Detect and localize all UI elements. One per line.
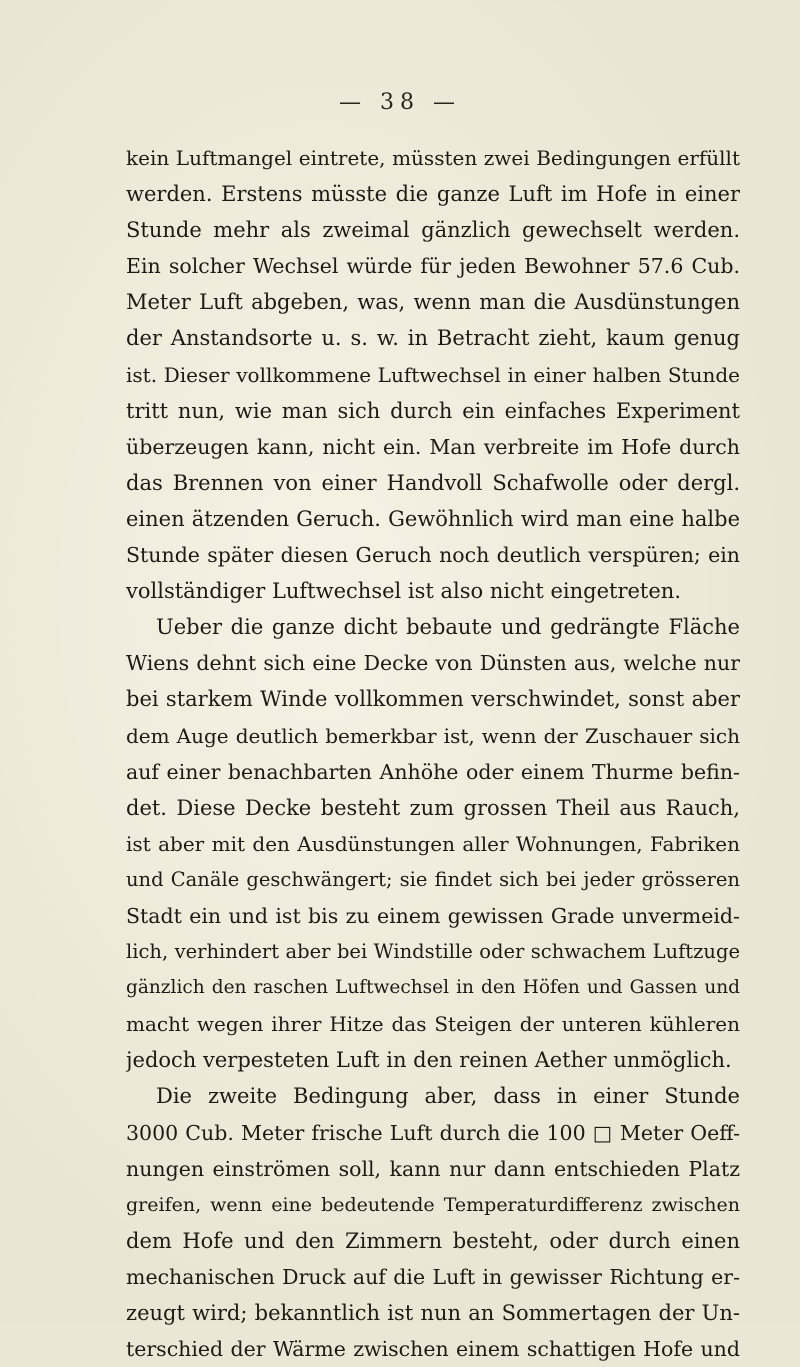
text-line: tritt nun, wie man sich durch ein einfaches Experiment xyxy=(126,398,740,423)
text-line: überzeugen kann, nicht ein. Man verbreite im Hofe durch xyxy=(126,434,740,459)
text-line: einen ätzenden Geruch. Gewöhnlich wird man eine halbe xyxy=(126,506,740,531)
body-text xyxy=(126,140,740,1367)
text-line: terschied der Wärme zwischen einem schattigen Hofe und xyxy=(126,1337,740,1362)
text-line: dem Hofe und den Zimmern besteht, oder durch einen xyxy=(126,1228,740,1253)
text-line: Stunde später diesen Geruch noch deutlich verspüren; ein xyxy=(126,543,740,568)
text-line: det. Diese Decke besteht zum grossen Theil aus Rauch, xyxy=(126,795,740,820)
text-line: greifen, wenn eine bedeutende Temperaturdifferenz zwischen xyxy=(126,1193,740,1216)
text-line: ist. Dieser vollkommene Luftwechsel in einer halben Stunde xyxy=(126,362,740,387)
text-line: gänzlich den raschen Luftwechsel in den Höfen und Gassen und xyxy=(126,977,740,999)
text-line: ist aber mit den Ausdünstungen aller Wohnungen, Fabriken xyxy=(126,831,740,856)
text-line: und Canäle geschwängert; sie findet sich bei jeder grösseren xyxy=(126,867,740,891)
text-line: Meter Luft abgeben, was, wenn man die Ausdünstungen xyxy=(126,290,740,315)
text-line: werden. Erstens müsste die ganze Luft im Hofe in einer xyxy=(126,182,740,207)
text-line: macht wegen ihrer Hitze das Steigen der unteren kühleren xyxy=(126,1012,740,1037)
text-line: mechanischen Druck auf die Luft in gewisser Richtung er- xyxy=(126,1264,740,1289)
text-line: der Anstandsorte u. s. w. in Betracht zieht, kaum genug xyxy=(126,326,740,351)
text-line: bei starkem Winde vollkommen verschwindet, sonst aber xyxy=(126,687,740,712)
text-line: jedoch verpesteten Luft in den reinen Aether unmöglich. xyxy=(126,1048,732,1073)
text-line: Wiens dehnt sich eine Decke von Dünsten aus, welche nur xyxy=(126,651,740,676)
page-number: — 38 — xyxy=(339,90,461,115)
text-line: dem Auge deutlich bemerkbar ist, wenn der Zuschauer sich xyxy=(126,723,740,748)
text-line: Stunde mehr als zweimal gänzlich gewechselt werden. xyxy=(126,218,740,243)
text-line: Stadt ein und ist bis zu einem gewissen Grade unvermeid- xyxy=(126,903,740,928)
text-line: Ein solcher Wechsel würde für jeden Bewohner 57.6 Cub. xyxy=(126,254,740,279)
text-line: nungen einströmen soll, kann nur dann entschieden Platz xyxy=(126,1156,740,1181)
text-line: Die zweite Bedingung aber, dass in einer Stunde xyxy=(156,1084,740,1109)
text-line: Ueber die ganze dicht bebaute und gedrängte Fläche xyxy=(156,615,740,640)
text-line: auf einer benachbarten Anhöhe oder einem Thurme befin- xyxy=(126,759,740,784)
text-line: das Brennen von einer Handvoll Schafwolle oder dergl. xyxy=(126,470,740,495)
text-line: kein Luftmangel eintrete, müssten zwei Bedingungen erfüllt xyxy=(126,146,740,170)
text-line: zeugt wird; bekanntlich ist nun an Sommertagen der Un- xyxy=(126,1301,740,1325)
text-line: 3000 Cub. Meter frische Luft durch die 100 □ Meter Oeff- xyxy=(126,1120,740,1145)
text-line: vollständiger Luftwechsel ist also nicht eingetreten. xyxy=(126,579,682,604)
text-line: lich, verhindert aber bei Windstille oder schwachem Luftzuge xyxy=(126,940,740,964)
